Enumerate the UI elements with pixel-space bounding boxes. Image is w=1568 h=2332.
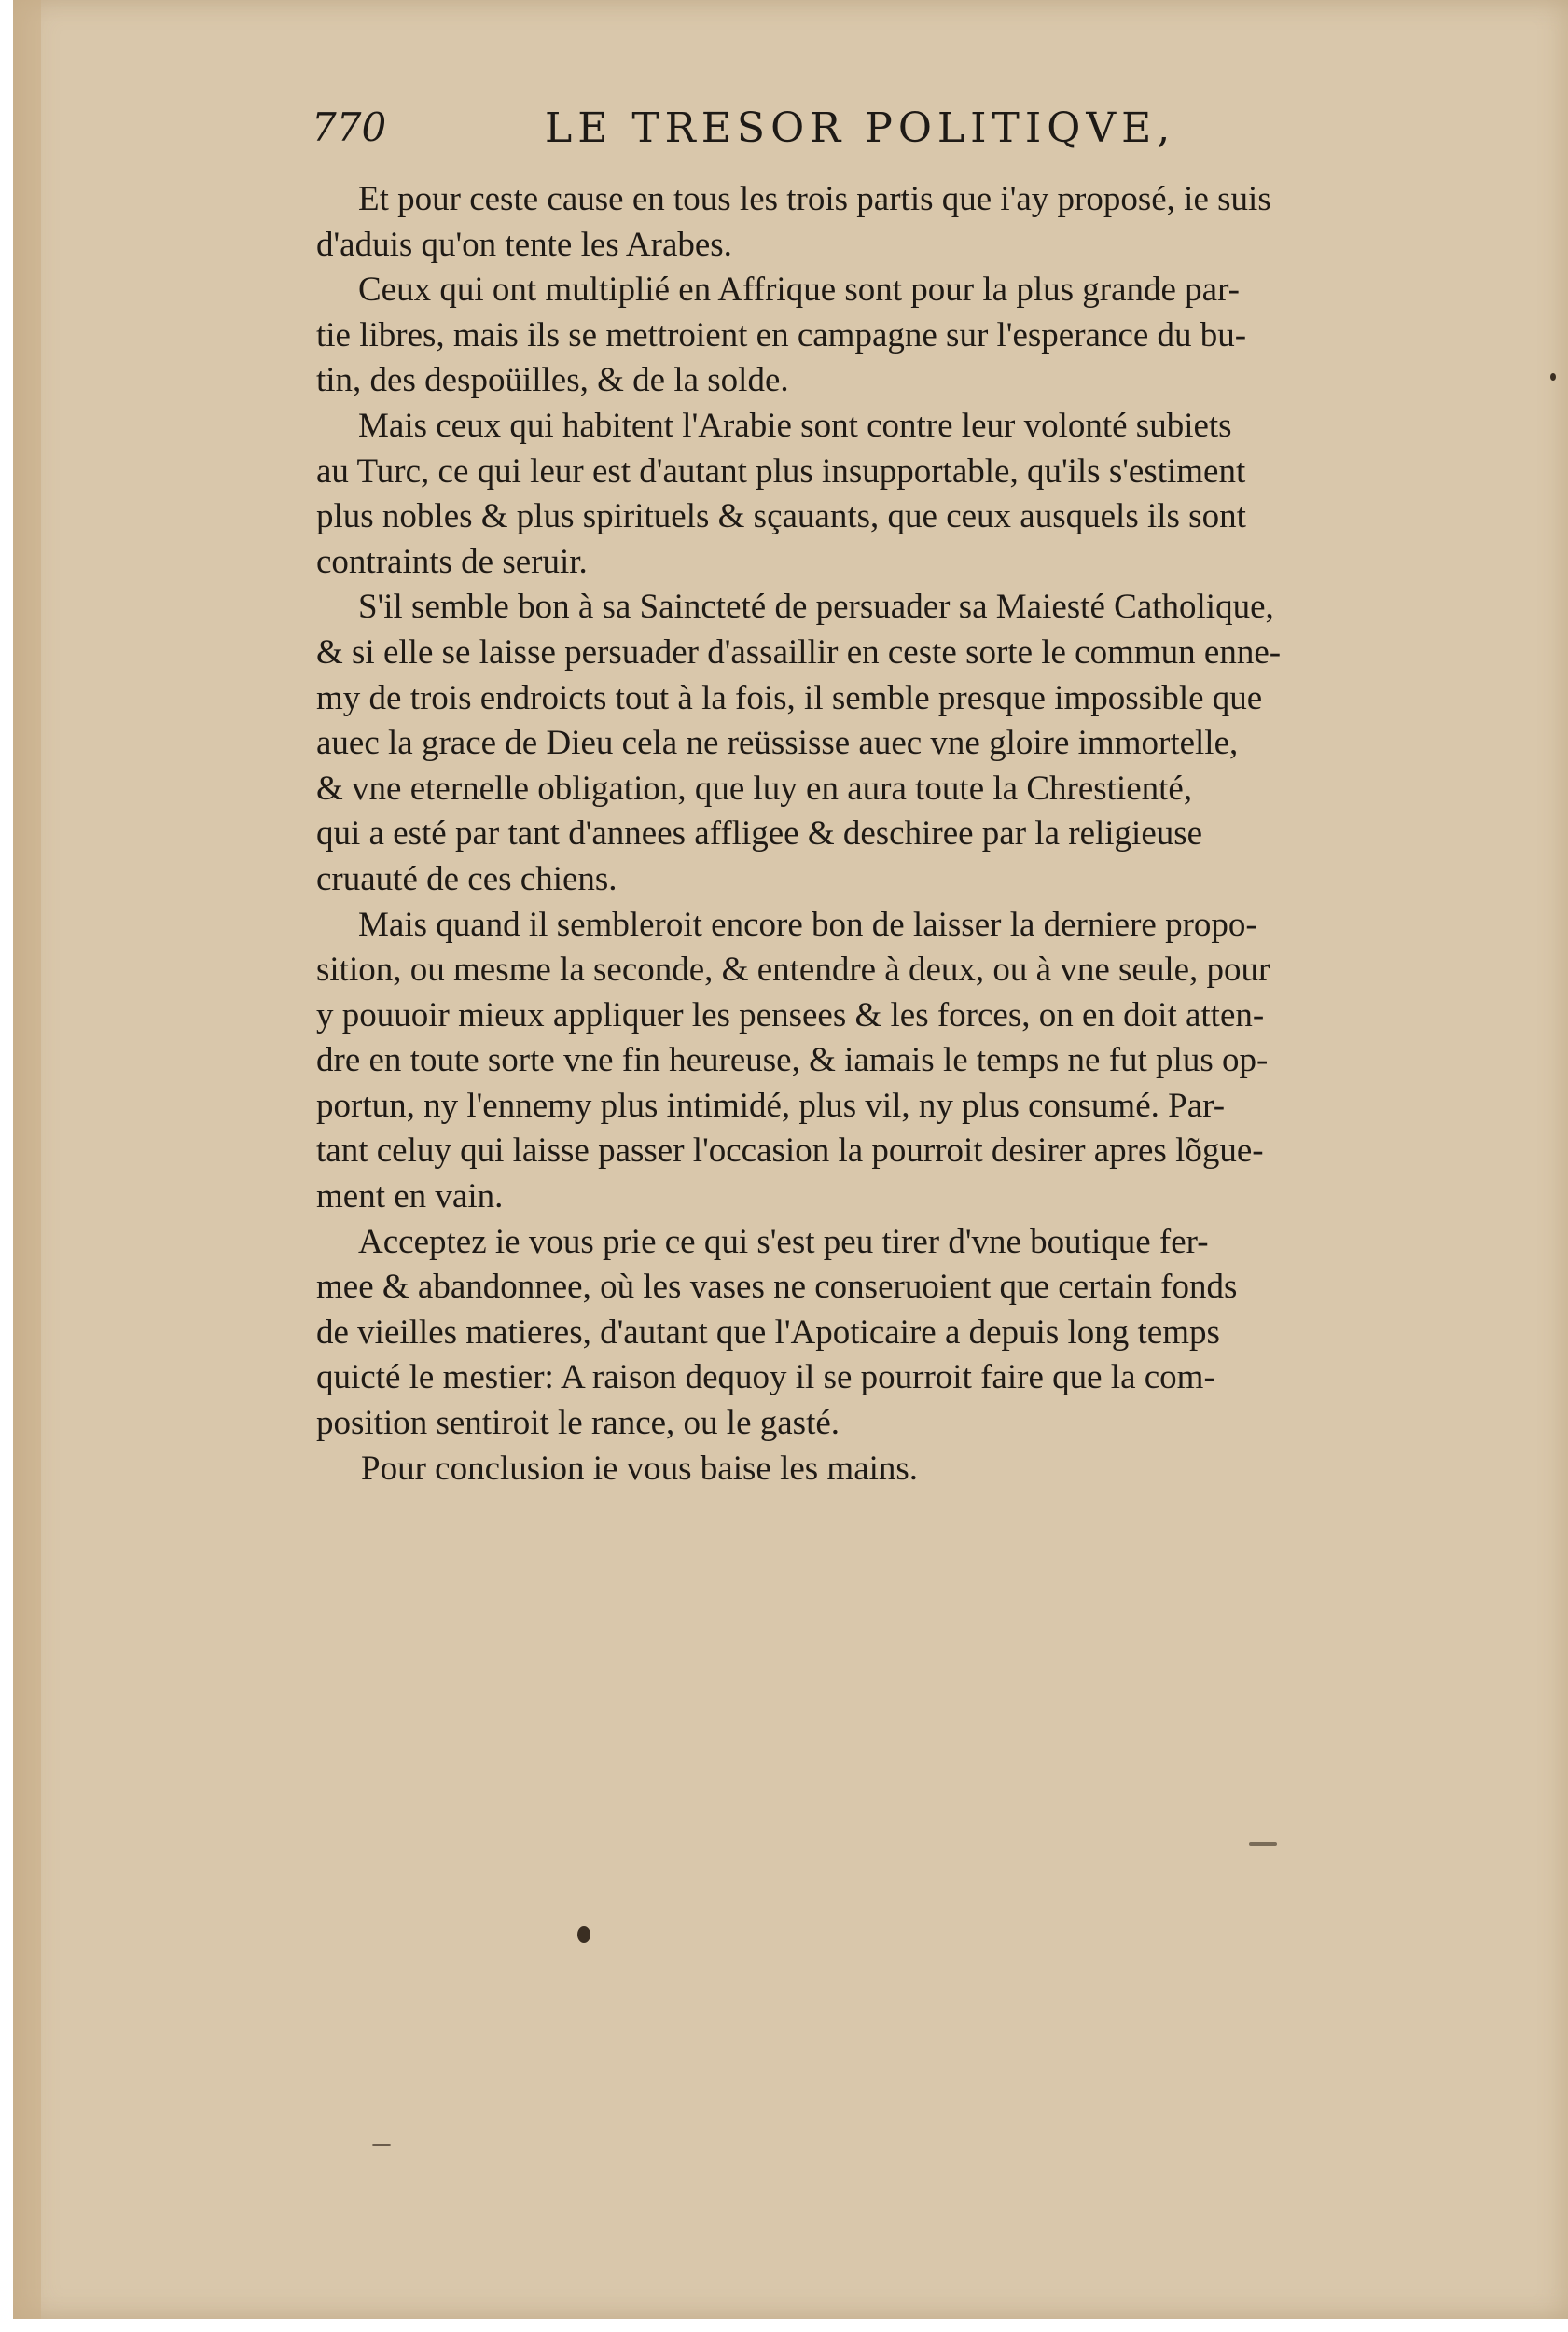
text-line: tin, des despoüilles, & de la solde. — [316, 361, 789, 400]
paragraph — [316, 404, 1478, 585]
ink-spot — [372, 2144, 391, 2146]
paragraph — [316, 1220, 1478, 1447]
ink-spot — [1249, 1842, 1277, 1846]
text-line: plus nobles & plus spirituels & sçauants, que ceux ausquels ils sont — [316, 497, 1246, 536]
text-line: dre en toute sorte vne fin heureuse, & iamais le temps ne fut plus op- — [316, 1041, 1269, 1080]
text-line: S'il semble bon à sa Saincteté de persuader sa Maiesté Catholique, — [358, 588, 1274, 627]
body-text — [316, 177, 1478, 1492]
text-line: au Turc, ce qui leur est d'autant plus insupportable, qu'ils s'estiment — [316, 451, 1246, 491]
paragraph — [316, 585, 1478, 902]
text-line: mee & abandonnee, où les vases ne conseruoient que certain fonds — [316, 1268, 1238, 1307]
text-line: cruauté de ces chiens. — [316, 859, 617, 898]
text-line: quicté le mestier: A raison dequoy il se pourroit faire que la com- — [316, 1358, 1215, 1397]
paragraph — [316, 177, 1478, 268]
text-line: Acceptez ie vous prie ce qui s'est peu tirer d'vne boutique fer- — [358, 1222, 1209, 1261]
running-title: LE TRESOR POLITIQVE, — [545, 104, 1176, 152]
page-header — [293, 104, 1347, 160]
text-line: auec la grace de Dieu cela ne reüssisse auec vne gloire immortelle, — [316, 724, 1239, 763]
text-line: tie libres, mais ils se mettroient en campagne sur l'esperance du bu- — [316, 315, 1247, 354]
text-line: Ceux qui ont multiplié en Affrique sont pour la plus grande par- — [358, 271, 1240, 310]
text-line: portun, ny l'ennemy plus intimidé, plus vil, ny plus consumé. Par- — [316, 1086, 1226, 1125]
paragraph — [316, 268, 1478, 404]
text-line: Mais ceux qui habitent l'Arabie sont contre leur volonté subiets — [358, 406, 1232, 445]
text-line: tant celuy qui laisse passer l'occasion la pourroit desirer apres lõgue- — [316, 1131, 1264, 1171]
ink-spot — [577, 1926, 590, 1943]
text-line: Et pour ceste cause en tous les trois partis que i'ay proposé, ie suis — [358, 180, 1271, 218]
text-line: de vieilles matieres, d'autant que l'Apoticaire a depuis long temps — [316, 1312, 1220, 1352]
text-line: y pouuoir mieux appliquer les pensees & les forces, on en doit atten- — [316, 995, 1265, 1034]
text-line: contraints de seruir. — [316, 542, 588, 581]
ink-spot — [1550, 373, 1556, 381]
closing-line: Pour conclusion ie vous baise les mains. — [361, 1449, 919, 1488]
text-line: position sentiroit le rance, ou le gasté. — [316, 1404, 840, 1443]
text-line: d'aduis qu'on tente les Arabes. — [316, 225, 732, 264]
text-line: Mais quand il sembleroit encore bon de laisser la derniere propo- — [358, 905, 1257, 944]
paragraph — [316, 903, 1478, 1220]
page-number: 770 — [312, 104, 387, 150]
text-line: ment en vain. — [316, 1177, 504, 1216]
book-page — [13, 0, 1568, 2319]
text-line: & vne eternelle obligation, que luy en aura toute la Chrestienté, — [316, 769, 1193, 808]
text-line: sition, ou mesme la seconde, & entendre à deux, ou à vne seule, pour — [316, 951, 1270, 990]
text-line: qui a esté par tant d'annees affligee & deschiree par la religieuse — [316, 814, 1203, 854]
text-line: my de trois endroicts tout à la fois, il semble presque impossible que — [316, 678, 1263, 717]
page-binding-edge — [13, 0, 41, 2319]
paragraph — [316, 1447, 1478, 1492]
text-line: & si elle se laisse persuader d'assaillir en ceste sorte le commun enne- — [316, 632, 1282, 672]
